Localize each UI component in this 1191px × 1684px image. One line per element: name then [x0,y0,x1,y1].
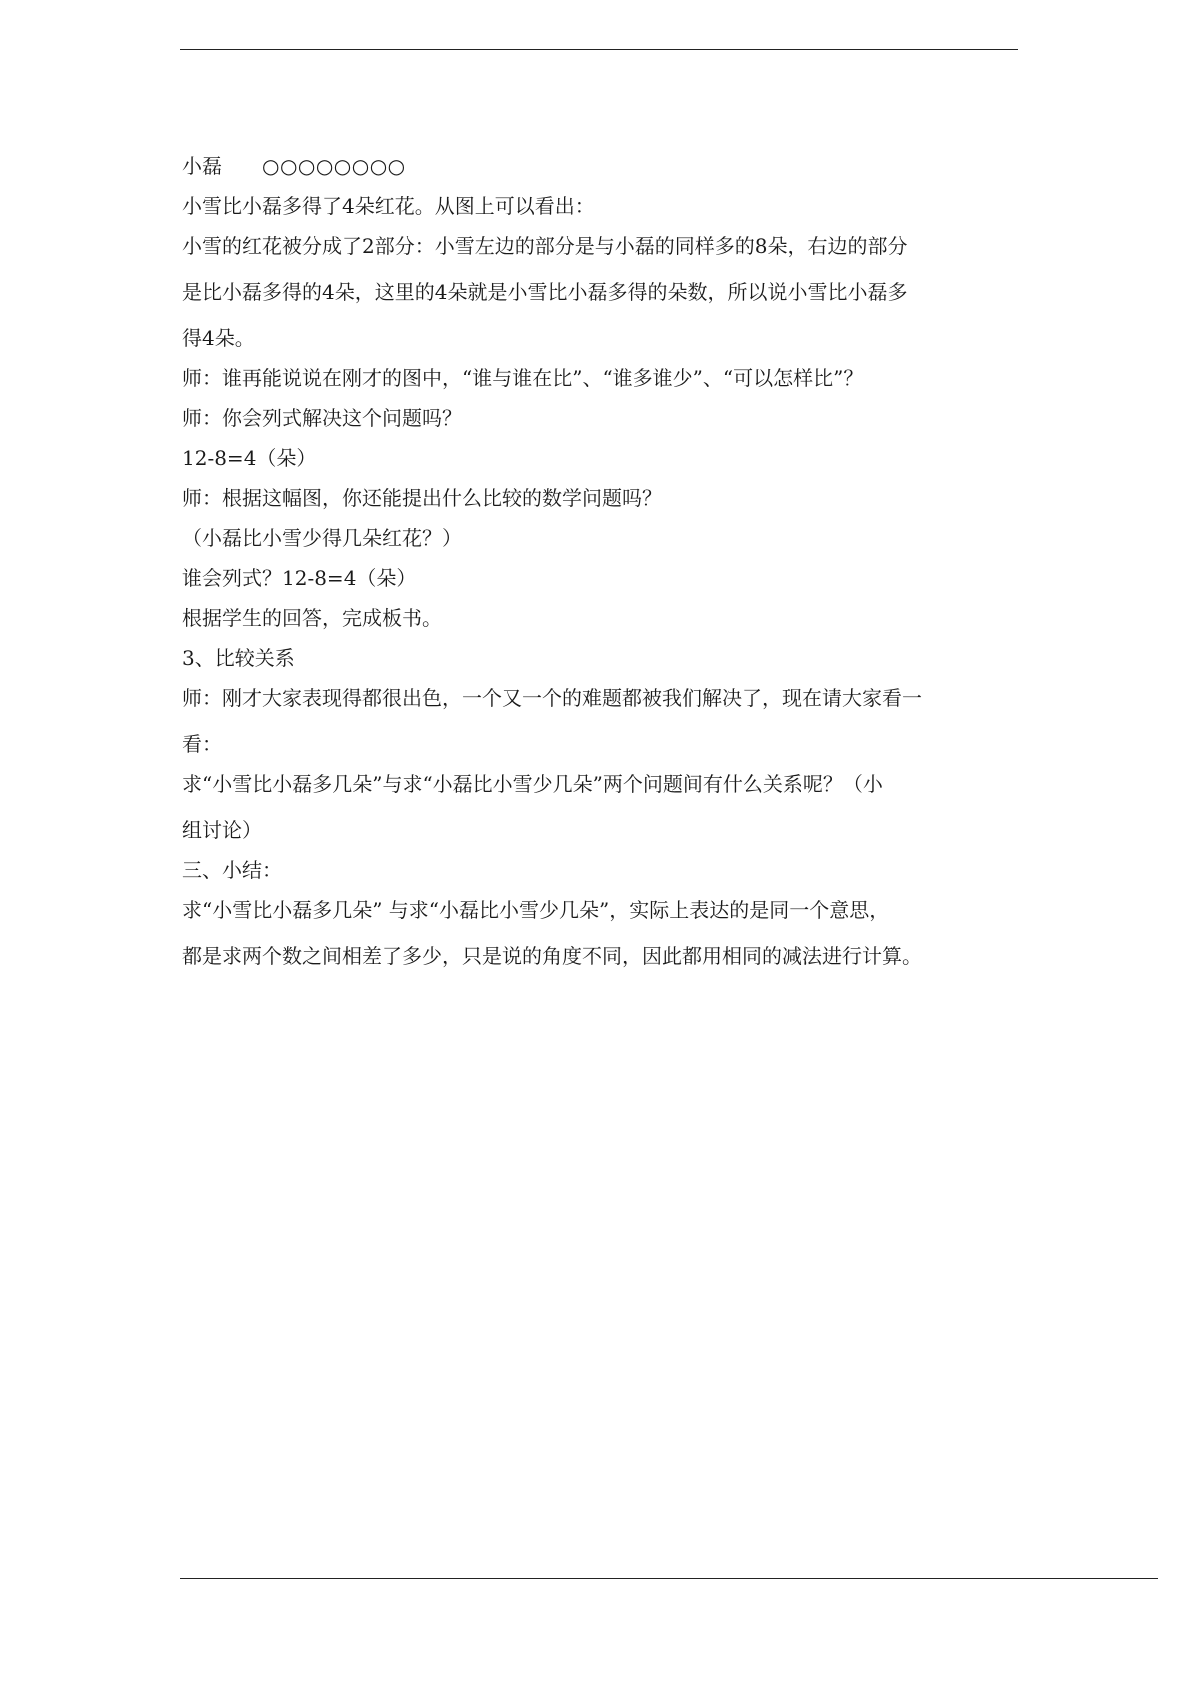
document-body [182,155,1020,985]
text-line: 得4朵。 [182,326,255,350]
paragraph [182,407,1020,429]
text-line: 师：谁再能说说在刚才的图中，“谁与谁在比”、“谁多谁少”、“可以怎样比”？ [182,366,864,390]
paragraph [182,567,1020,589]
text-line: 都是求两个数之间相差了多少，只是说的角度不同，因此都用相同的减法进行计算。 [182,944,922,968]
paragraph [182,647,1020,669]
text-line: 12-8=4（朵） [182,446,317,470]
text-line: 是比小磊多得的4朵，这里的4朵就是小雪比小磊多得的朵数，所以说小雪比小磊多 [182,280,908,304]
text-line: 三、小结： [182,858,282,882]
paragraph [182,195,1020,217]
diagram-row-name: 小磊 [182,154,222,178]
paragraph [182,367,1020,389]
paragraph [182,687,1020,755]
header-rule [180,49,1018,50]
diagram-row-xiaolei [182,155,1020,177]
paragraph [182,235,1020,349]
text-line: 师：根据这幅图，你还能提出什么比较的数学问题吗？ [182,486,662,510]
text-line: 3、比较关系 [182,646,295,670]
paragraph [182,527,1020,549]
text-line: 师：你会列式解决这个问题吗？ [182,406,462,430]
text-line: 谁会列式？12-8=4（朵） [182,566,417,590]
text-line: 小雪比小磊多得了4朵红花。从图上可以看出： [182,194,595,218]
footer-rule [180,1578,1158,1579]
paragraph [182,447,1020,469]
text-line: 求“小雪比小磊多几朵”与求“小磊比小雪少几朵”两个问题间有什么关系呢？（小 [182,772,883,796]
text-line: 求“小雪比小磊多几朵” 与求“小磊比小雪少几朵”，实际上表达的是同一个意思， [182,898,890,922]
text-line: 看： [182,732,222,756]
text-line: （小磊比小雪少得几朵红花？） [182,526,462,550]
paragraph [182,773,1020,841]
paragraph-list [182,195,1020,967]
paragraph [182,899,1020,967]
paragraph [182,487,1020,509]
paragraph [182,607,1020,629]
text-line: 组讨论） [182,818,262,842]
text-line: 小雪的红花被分成了2部分：小雪左边的部分是与小磊的同样多的8朵，右边的部分 [182,234,908,258]
text-line: 根据学生的回答，完成板书。 [182,606,442,630]
text-line: 师：刚才大家表现得都很出色，一个又一个的难题都被我们解决了，现在请大家看一 [182,686,922,710]
flower-circles: ○○○○○○○○ [262,154,406,178]
paragraph [182,859,1020,881]
